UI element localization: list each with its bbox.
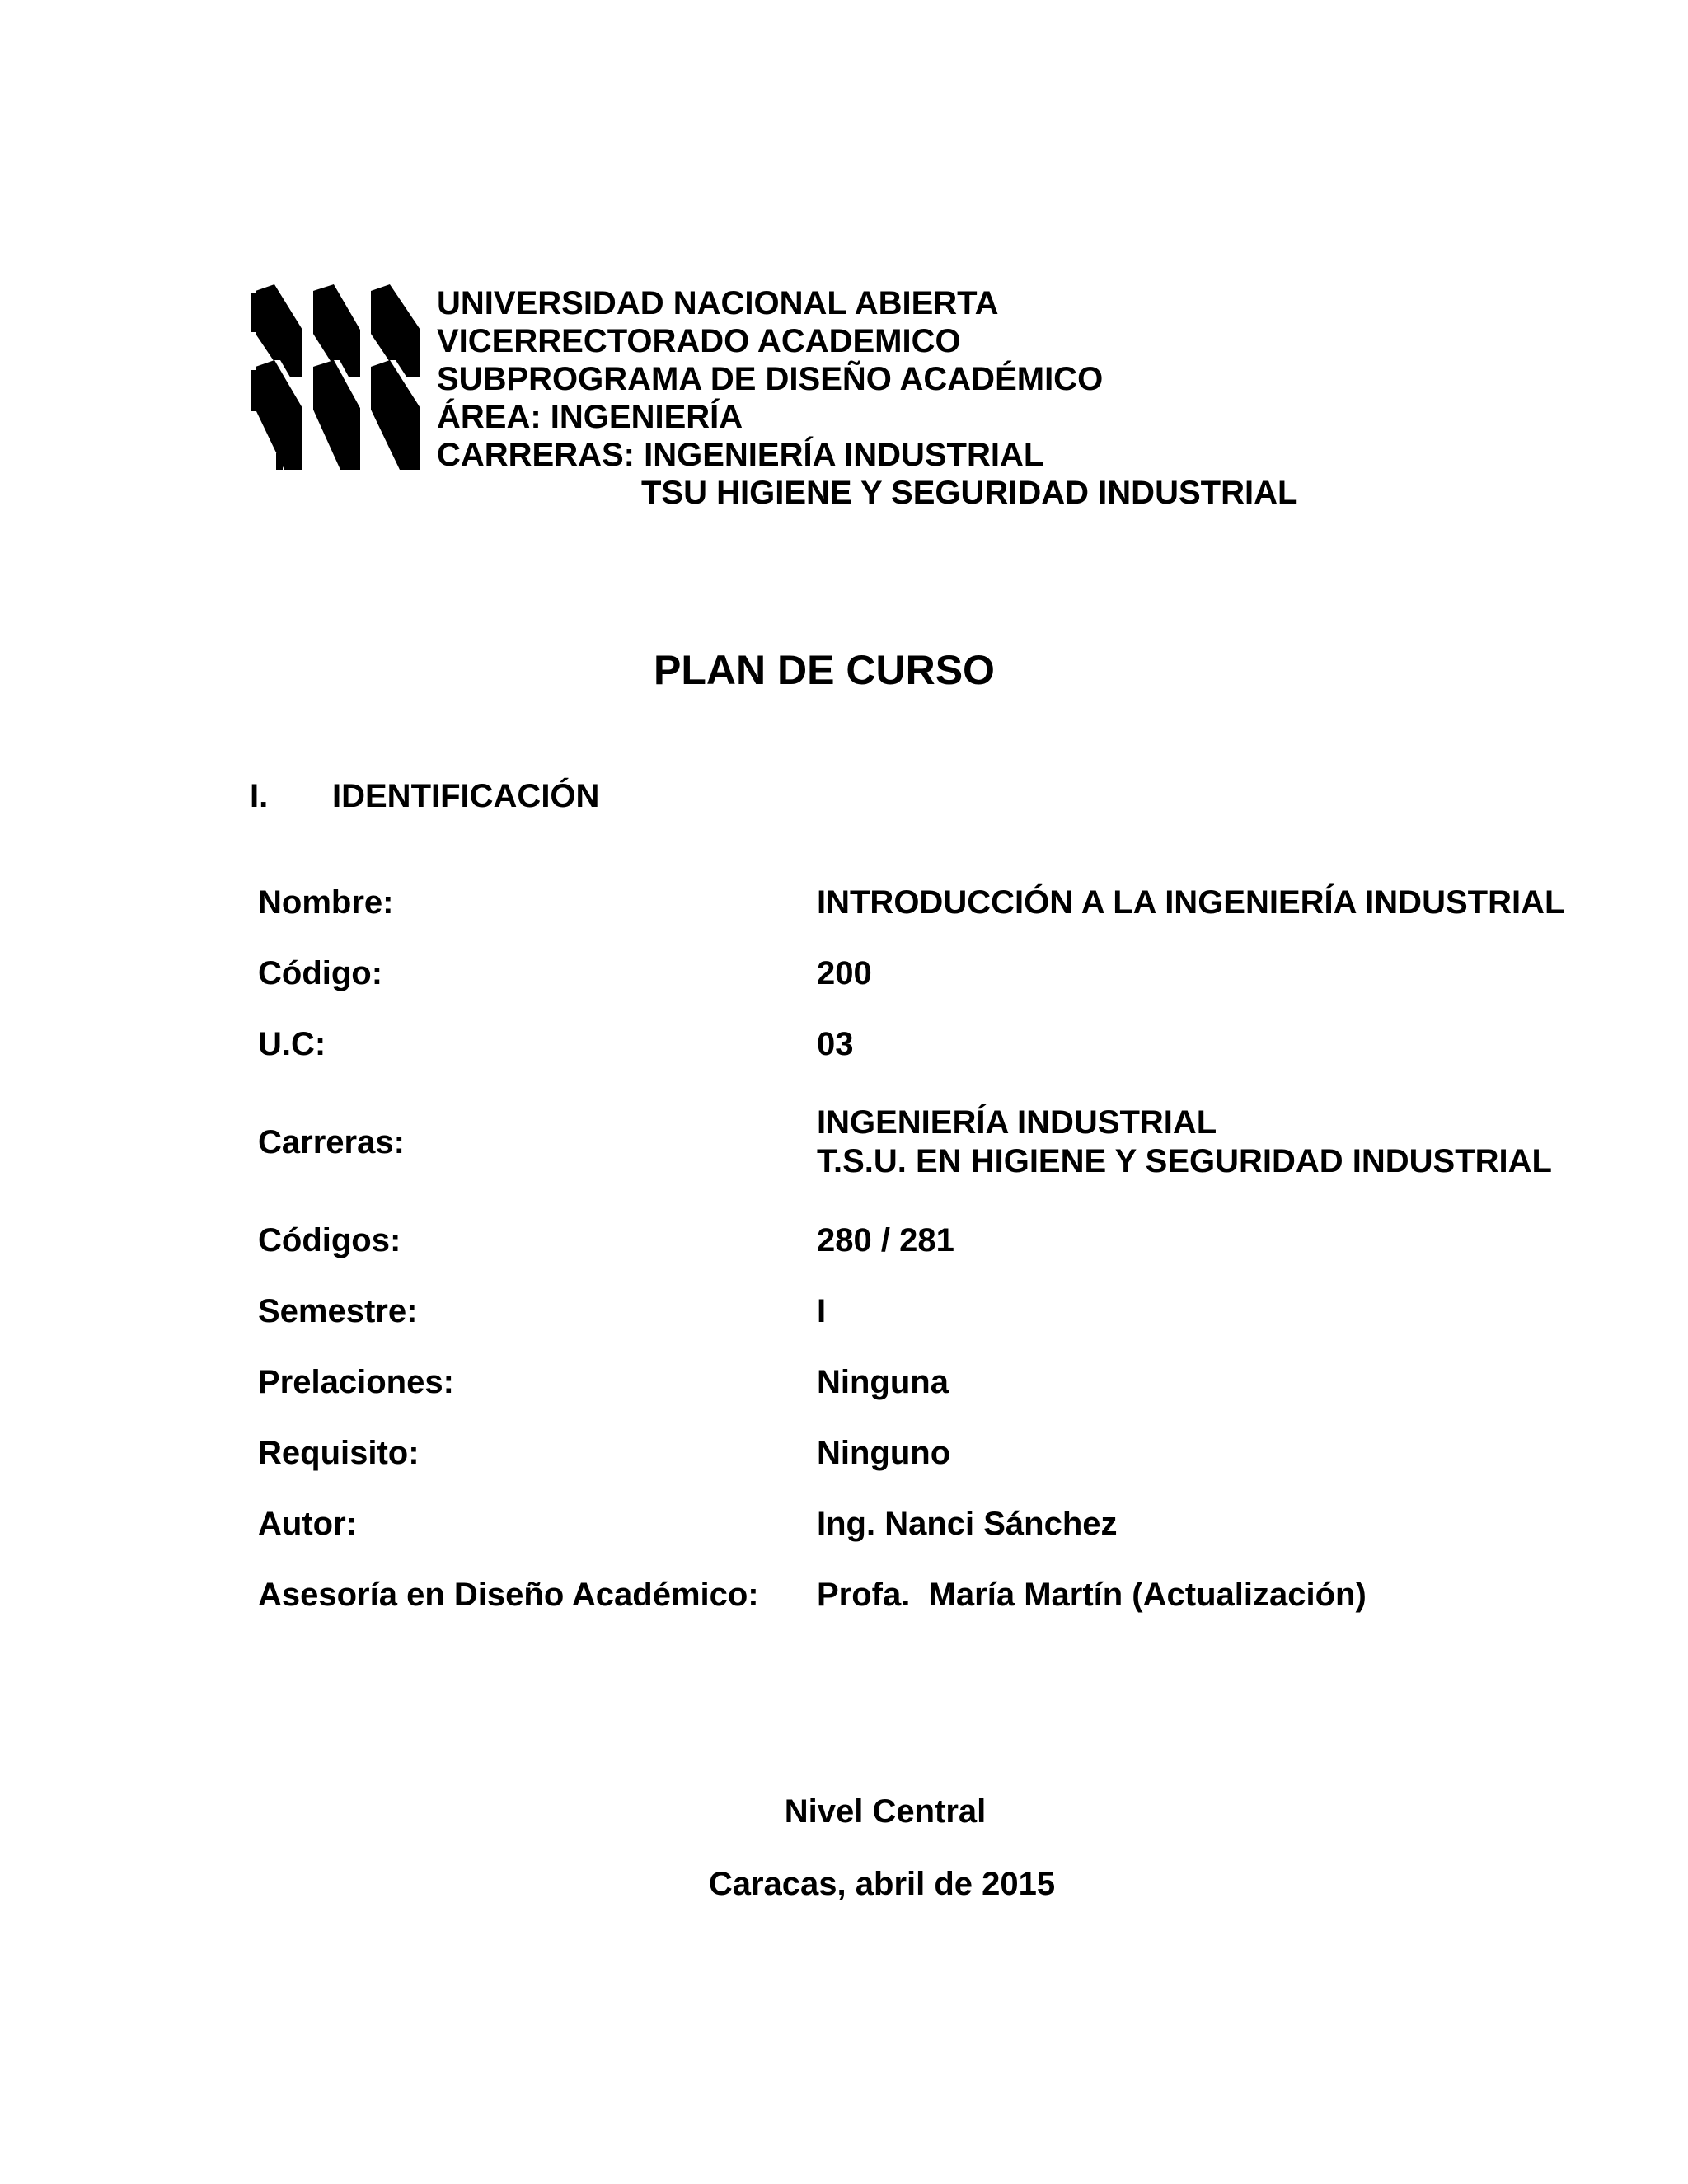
university-logo bbox=[251, 284, 424, 470]
row-requisito bbox=[258, 1418, 1676, 1488]
value-autor: Ing. Nanci Sánchez bbox=[817, 1506, 1118, 1542]
header-line-tsu: TSU HIGIENE Y SEGURIDAD INDUSTRIAL bbox=[641, 475, 1298, 511]
label-prelaciones: Prelaciones: bbox=[258, 1364, 454, 1400]
label-requisito: Requisito: bbox=[258, 1435, 420, 1471]
label-nombre: Nombre: bbox=[258, 884, 394, 921]
header-line-vicerrectorado: VICERRECTORADO ACADEMICO bbox=[437, 323, 961, 359]
value-carrera-1: INGENIERÍA INDUSTRIAL bbox=[817, 1104, 1217, 1141]
row-autor bbox=[258, 1488, 1676, 1559]
footer-place-date: Caracas, abril de 2015 bbox=[708, 1866, 1056, 1902]
row-carreras bbox=[258, 1080, 1676, 1205]
value-asesoria: Profa. María Martín (Actualización) bbox=[817, 1577, 1367, 1613]
row-semestre bbox=[258, 1276, 1676, 1347]
header-line-subprograma: SUBPROGRAMA DE DISEÑO ACADÉMICO bbox=[437, 361, 1104, 397]
row-prelaciones bbox=[258, 1347, 1676, 1418]
section-number: I. bbox=[250, 778, 269, 814]
row-nombre bbox=[258, 867, 1676, 938]
row-uc bbox=[258, 1009, 1676, 1080]
value-carrera-2: T.S.U. EN HIGIENE Y SEGURIDAD INDUSTRIAL bbox=[817, 1143, 1552, 1179]
value-uc: 03 bbox=[817, 1026, 854, 1062]
label-semestre: Semestre: bbox=[258, 1293, 418, 1329]
label-autor: Autor: bbox=[258, 1506, 357, 1542]
label-asesoria: Asesoría en Diseño Académico: bbox=[258, 1577, 759, 1613]
footer-level: Nivel Central bbox=[784, 1793, 987, 1830]
label-carreras: Carreras: bbox=[258, 1124, 405, 1160]
section-heading bbox=[250, 776, 599, 816]
row-codigo bbox=[258, 938, 1676, 1009]
row-asesoria bbox=[258, 1559, 1676, 1630]
institution-header bbox=[437, 284, 1297, 512]
value-carreras bbox=[817, 1104, 1552, 1181]
identification-table bbox=[258, 867, 1676, 1630]
value-prelaciones: Ninguna bbox=[817, 1364, 949, 1400]
header-line-carreras: CARRERAS: INGENIERÍA INDUSTRIAL bbox=[437, 437, 1044, 473]
value-requisito: Ninguno bbox=[817, 1435, 951, 1471]
header-line-university: UNIVERSIDAD NACIONAL ABIERTA bbox=[437, 285, 999, 321]
value-codigos: 280 / 281 bbox=[817, 1222, 954, 1258]
header-line-area: ÁREA: INGENIERÍA bbox=[437, 399, 743, 435]
value-codigo: 200 bbox=[817, 955, 872, 991]
section-title: IDENTIFICACIÓN bbox=[332, 778, 600, 814]
page-title: PLAN DE CURSO bbox=[654, 647, 995, 693]
value-nombre: INTRODUCCIÓN A LA INGENIERÍA INDUSTRIAL bbox=[817, 884, 1565, 921]
label-codigo: Código: bbox=[258, 955, 383, 991]
label-uc: U.C: bbox=[258, 1026, 326, 1062]
row-codigos bbox=[258, 1205, 1676, 1276]
value-semestre: I bbox=[817, 1293, 827, 1329]
label-codigos: Códigos: bbox=[258, 1222, 401, 1258]
